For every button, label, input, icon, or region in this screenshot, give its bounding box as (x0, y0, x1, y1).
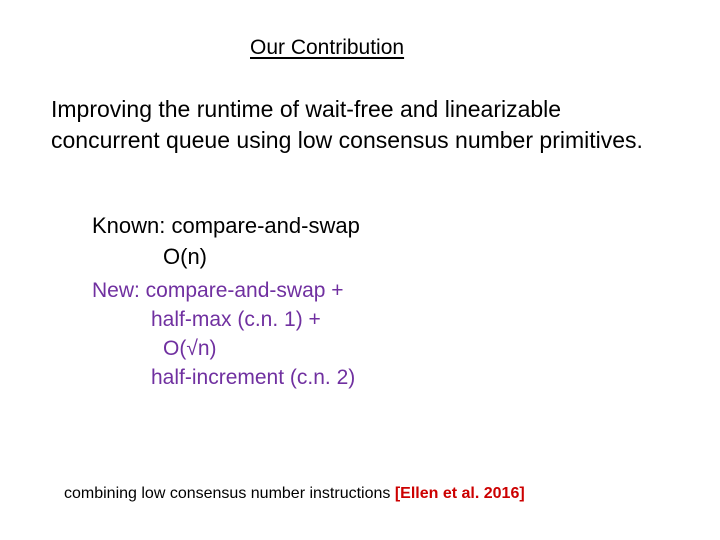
footer-note (64, 485, 525, 503)
intro-line-1: Improving the runtime of wait-free and linearizable (51, 96, 562, 122)
new-line-2: half-max (c.n. 1) + (151, 308, 321, 331)
known-complexity: O(n) (163, 244, 207, 269)
intro-line-2: concurrent queue using low consensus number primitives. (51, 127, 643, 153)
new-complexity: O(√n) (163, 337, 217, 360)
footer-text: combining low consensus number instructions (64, 485, 395, 502)
intro-paragraph (51, 94, 711, 156)
known-line-1: Known: compare-and-swap (92, 213, 360, 238)
slide-title: Our Contribution (250, 36, 405, 59)
new-line-1: New: compare-and-swap + (92, 279, 344, 302)
known-result (92, 210, 360, 272)
footer-citation: [Ellen et al. 2016] (394, 485, 525, 502)
new-result (92, 276, 355, 392)
new-line-4: half-increment (c.n. 2) (151, 366, 356, 389)
